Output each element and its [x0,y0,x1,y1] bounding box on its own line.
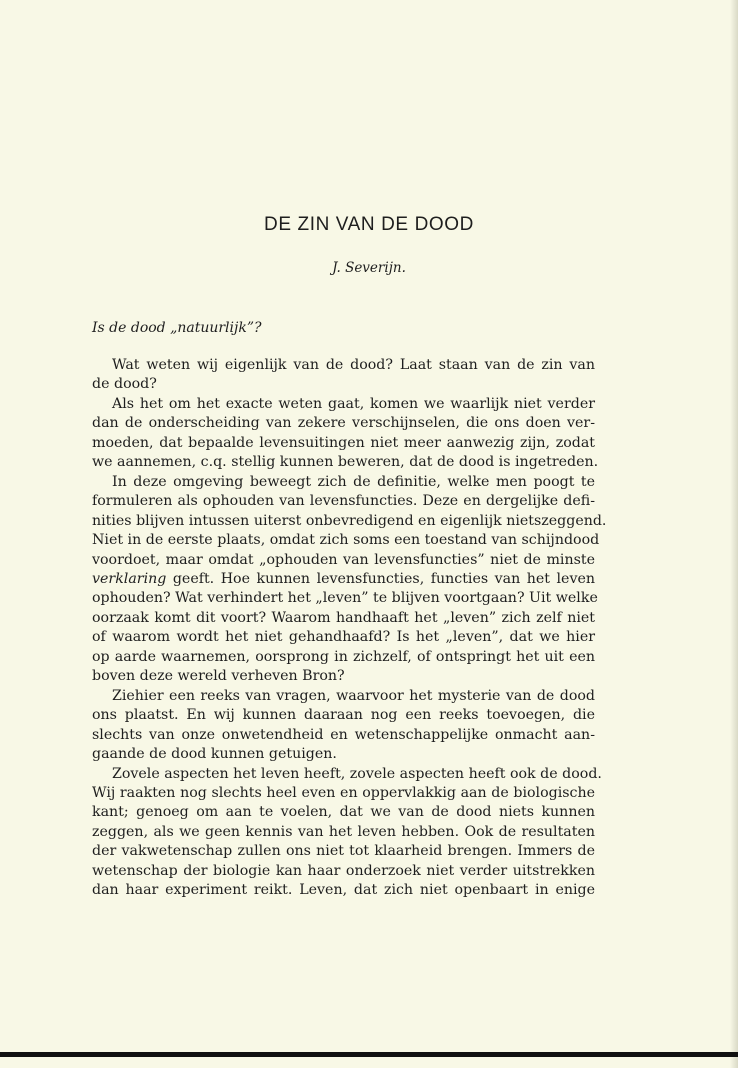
text-line: ophouden? Wat verhindert het „leven” te blijven voortgaan? Uit welke [92,590,598,607]
text-line: moeden, dat bepaalde levensuitingen niet meer aanwezig zijn, zodat [92,434,595,451]
paragraph-3 [92,473,607,687]
text-line: Niet in de eerste plaats, omdat zich soms een toestand van schijndood [92,532,600,549]
text-line: wetenschap der biologie kan haar onderzoek niet verder uitstrekken [92,862,595,879]
paragraph-2 [92,395,599,473]
text-line: oorzaak komt dit voort? Waarom handhaaft het „leven” zich zelf niet [92,609,595,626]
paragraph-1 [92,356,595,395]
text-line: zeggen, als we geen kennis van het leven hebben. Ook de resultaten [92,823,595,840]
text-line: we aannemen, c.q. stellig kunnen beweren, dat de dood is ingetreden. [92,454,599,471]
text-line: In deze omgeving beweegt zich de definitie, welke men poogt te [112,473,595,490]
text-line: verklaring geeft. Hoe kunnen levensfuncties, functies van het leven [92,570,595,587]
text-line: kant; genoeg om aan te voelen, dat we van de dood niets kunnen [92,804,595,821]
text-line: Zovele aspecten het leven heeft, zovele aspecten heeft ook de dood. [112,765,602,782]
text-line: op aarde waarnemen, oorsprong in zichzelf, of ontspringt het uit een [92,648,595,665]
text-line: Als het om het exacte weten gaat, komen we waarlijk niet verder [112,395,595,412]
text-line: formuleren als ophouden van levensfuncties. Deze en dergelijke defi- [92,493,595,510]
body-text [92,356,607,901]
paragraph-5 [92,765,602,901]
text-line: ons plaatst. En wij kunnen daaraan nog een reeks toevoegen, die [92,707,595,724]
text-line: der vakwetenschap zullen ons niet tot klaarheid brengen. Immers de [92,843,595,860]
article-title: DE ZIN VAN DE DOOD [264,214,474,235]
article-author: J. Severijn. [332,260,406,276]
page-edge-shadow [730,0,738,1068]
text-line: slechts van onze onwetendheid en wetenschappelijke onmacht aan- [92,726,595,743]
text-line: dan de onderscheiding van zekere verschijnselen, die ons doen ver- [92,415,595,432]
text-line: of waarom wordt het niet gehandhaafd? Is het „leven”, dat we hier [92,629,595,646]
text-line: gaande de dood kunnen getuigen. [92,746,337,763]
text-line: Wat weten wij eigenlijk van de dood? Laat staan van de zin van [112,357,595,373]
bottom-rule [0,1052,738,1057]
text-line: Ziehier een reeks van vragen, waarvoor het mysterie van de dood [112,687,595,704]
text-line: dan haar experiment reikt. Leven, dat zich niet openbaart in enige [92,882,595,899]
paragraph-4 [92,687,595,765]
section-heading: Is de dood „natuurlijk”? [92,320,262,336]
text-line: boven deze wereld verheven Bron? [92,668,345,685]
text-line: Wij raakten nog slechts heel even en oppervlakkig aan de biologische [92,784,595,801]
text-line: nities blijven intussen uiterst onbevredigend en eigenlijk nietszeggend. [92,512,607,529]
text-line: de dood? [92,376,157,393]
text-line: voordoet, maar omdat „ophouden van levensfuncties” niet de minste [92,551,595,568]
